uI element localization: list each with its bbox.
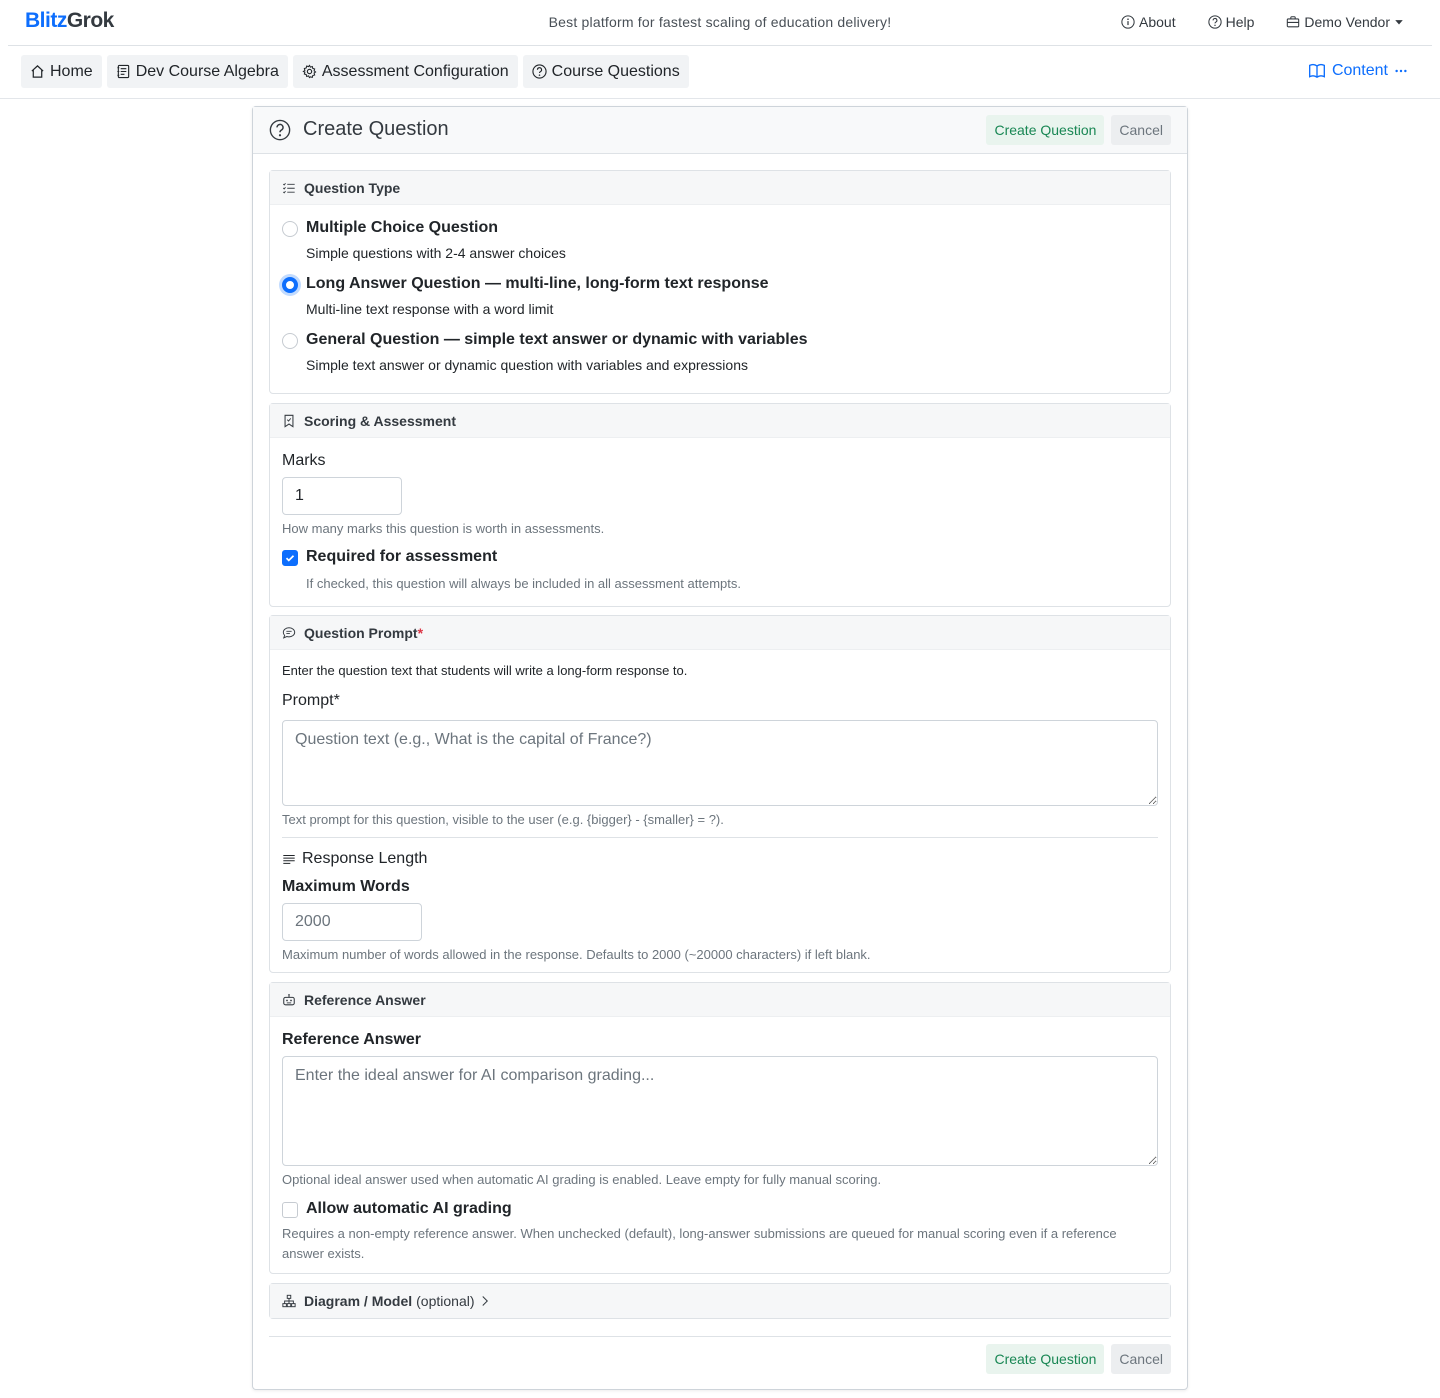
top-header — [8, 0, 1432, 46]
question-circle-icon — [269, 119, 291, 141]
radio-button[interactable] — [282, 277, 298, 293]
reference-help: Optional ideal answer used when automatic AI grading is enabled. Leave empty for fully manual scoring. — [282, 1172, 882, 1187]
max-words-input[interactable] — [282, 903, 422, 941]
question-prompt-section — [269, 615, 1171, 973]
question-circle-icon — [532, 64, 547, 79]
caret-down-icon — [1394, 17, 1404, 27]
marks-help: How many marks this question is worth in assessments. — [282, 521, 605, 536]
diagram-icon — [282, 1294, 296, 1308]
text-lines-icon — [282, 852, 296, 866]
scoring-section — [269, 403, 1171, 607]
nav-course[interactable]: Dev Course Algebra — [107, 55, 288, 88]
secondary-nav — [0, 46, 1440, 99]
create-question-button[interactable]: Create Question — [986, 1344, 1104, 1374]
tagline: Best platform for fastest scaling of education delivery! — [548, 14, 892, 30]
prompt-help: Text prompt for this question, visible to the user (e.g. {bigger} - {smaller} = ?). — [282, 812, 724, 827]
about-link[interactable]: About — [1121, 14, 1176, 30]
top-nav — [1121, 14, 1404, 30]
required-help: If checked, this question will always be included in all assessment attempts. — [306, 576, 741, 591]
help-link[interactable]: Help — [1208, 14, 1255, 30]
page-title: Create Question — [269, 118, 449, 141]
breadcrumb — [21, 55, 689, 88]
nav-home[interactable]: Home — [21, 55, 102, 88]
ai-grading-help: Requires a non-empty reference answer. When unchecked (default), long-answer submissions are queued for manual scoring even if a reference answer exists. — [282, 1226, 1117, 1261]
marks-label: Marks — [282, 452, 326, 469]
ai-grading-label[interactable]: Allow automatic AI grading — [306, 1200, 512, 1217]
prompt-intro: Enter the question text that students will write a long-form response to. — [282, 663, 688, 678]
check-icon — [283, 551, 297, 565]
prompt-textarea[interactable] — [282, 720, 1158, 806]
list-check-icon — [282, 181, 296, 195]
bookmark-icon — [282, 414, 296, 428]
radio-button[interactable] — [282, 221, 298, 237]
max-words-label: Maximum Words — [282, 878, 410, 895]
reference-answer-section — [269, 982, 1171, 1274]
question-type-section: Question Type Multiple Choice Question Simple questions with 2-4 answer choices Long Answer Question — multi-line, long-form text response Multi-line text response with a word limit General Question — simple text answer or dynamic with variables Simple text answer or dynamic question with variables and expressions — [269, 170, 1171, 394]
diagram-section[interactable] — [269, 1283, 1171, 1319]
journal-text-icon — [116, 64, 131, 79]
reference-textarea[interactable] — [282, 1056, 1158, 1166]
more-horizontal-icon — [1394, 64, 1408, 78]
diagram-toggle[interactable]: Diagram / Model (optional) — [270, 1284, 1170, 1318]
section-header: Question Prompt* — [270, 616, 1170, 650]
section-header: Reference Answer — [270, 983, 1170, 1017]
gear-icon — [302, 64, 317, 79]
card-header — [253, 107, 1187, 154]
create-question-card — [252, 106, 1188, 1390]
nav-course-questions[interactable]: Course Questions — [523, 55, 689, 88]
ai-grading-checkbox[interactable] — [282, 1202, 298, 1218]
vendor-dropdown[interactable]: Demo Vendor — [1286, 14, 1404, 30]
header-actions — [986, 115, 1171, 145]
required-label[interactable]: Required for assessment — [306, 548, 498, 565]
max-words-help: Maximum number of words allowed in the response. Defaults to 2000 (~20000 characters) if left blank. — [282, 947, 871, 962]
cancel-button[interactable]: Cancel — [1111, 1344, 1171, 1374]
house-icon — [30, 64, 45, 79]
content-menu[interactable]: Content — [1308, 62, 1408, 80]
section-header: Question Type — [270, 171, 1170, 205]
book-icon — [1308, 62, 1326, 80]
marks-input[interactable] — [282, 477, 402, 515]
cancel-button[interactable]: Cancel — [1111, 115, 1171, 145]
required-checkbox[interactable] — [282, 550, 298, 566]
chat-text-icon — [282, 626, 296, 640]
chevron-right-icon — [479, 1295, 491, 1307]
robot-icon — [282, 993, 296, 1007]
footer-divider — [269, 1336, 1171, 1337]
divider — [282, 837, 1158, 838]
section-header: Scoring & Assessment — [270, 404, 1170, 438]
nav-assessment-configuration[interactable]: Assessment Configuration — [293, 55, 518, 88]
question-circle-icon — [1208, 15, 1222, 29]
footer-actions — [986, 1344, 1171, 1374]
create-question-button[interactable]: Create Question — [986, 115, 1104, 145]
briefcase-icon — [1286, 15, 1300, 29]
prompt-label: Prompt* — [282, 692, 340, 709]
radio-button[interactable] — [282, 333, 298, 349]
reference-label: Reference Answer — [282, 1031, 422, 1048]
response-length-heading: Response Length — [282, 850, 427, 868]
info-icon — [1121, 15, 1135, 29]
brand-logo[interactable]: BlitzGrok — [25, 9, 114, 32]
